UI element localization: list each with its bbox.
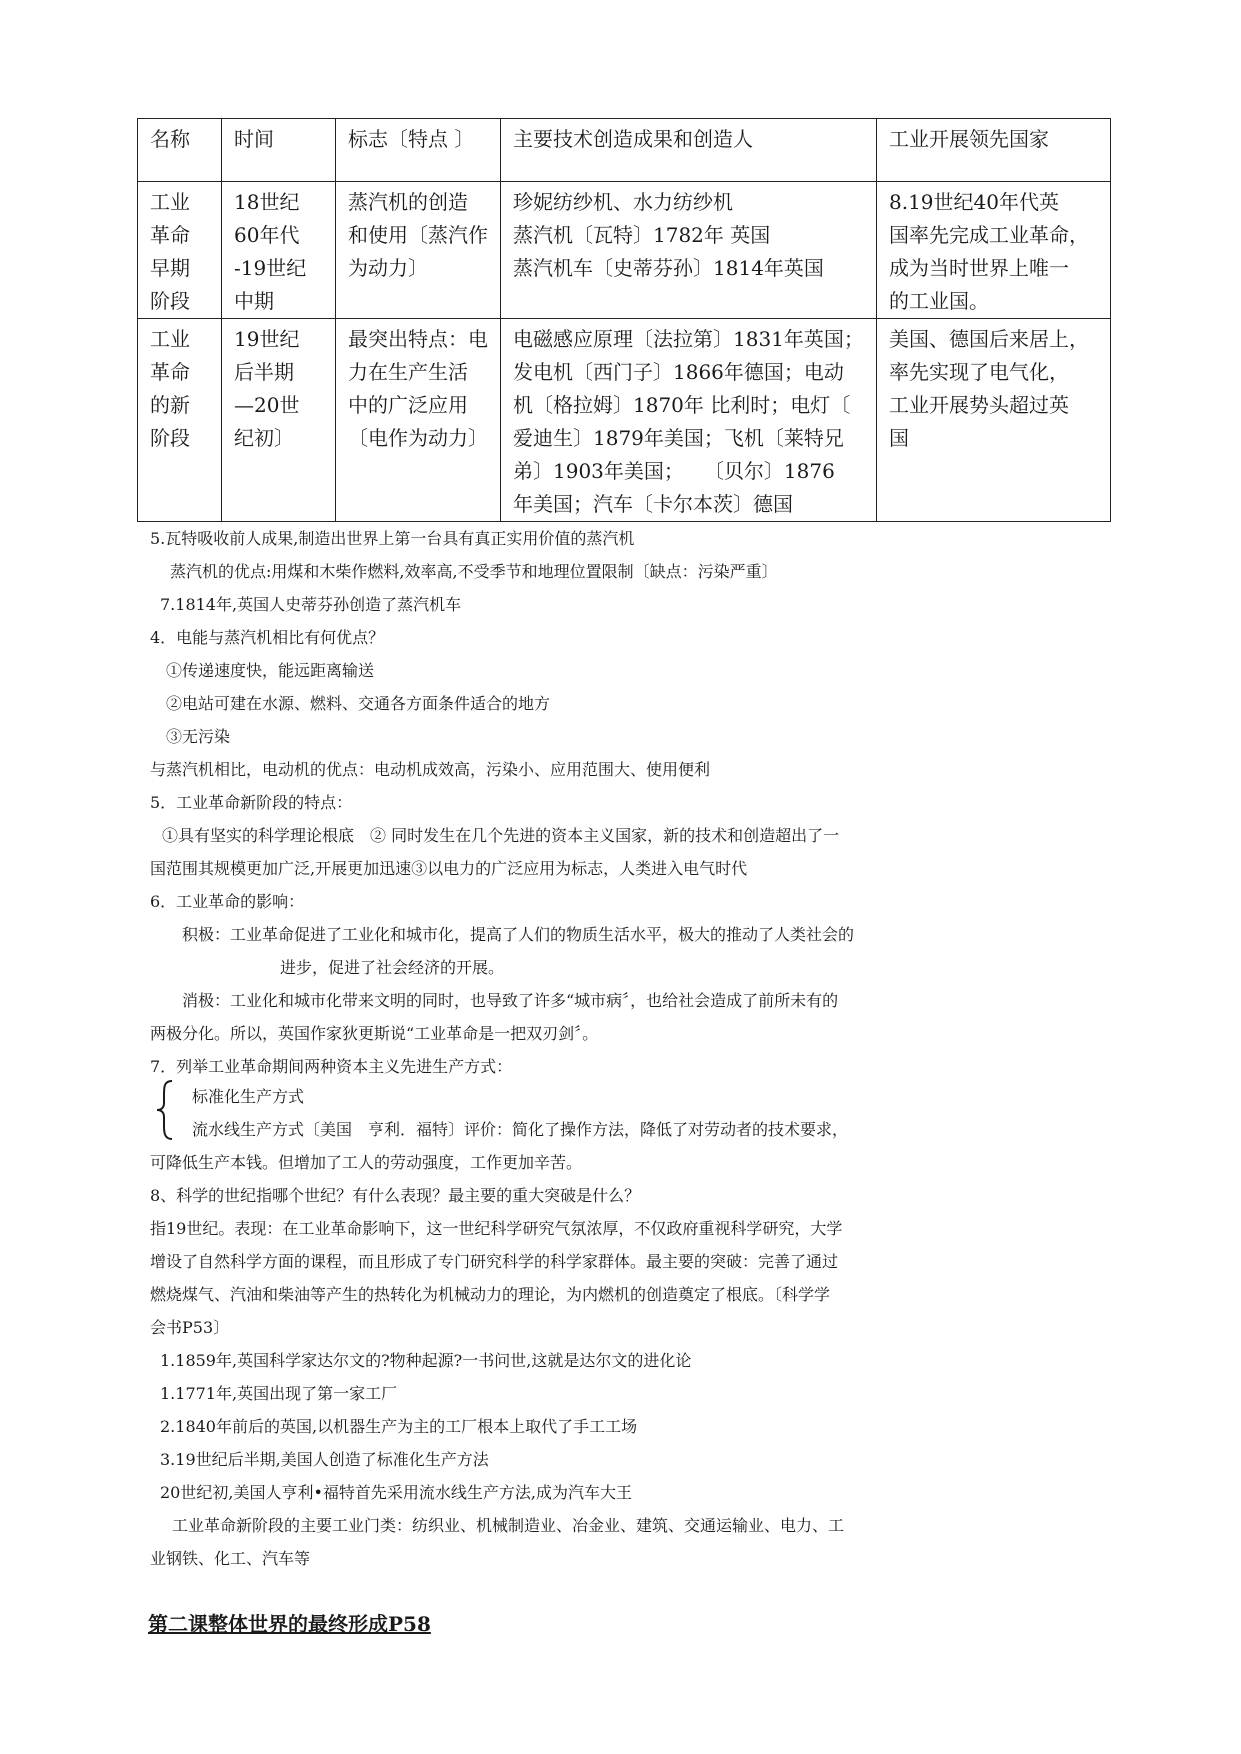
header-leader: 工业开展领先国家 [877, 119, 1111, 182]
text-line: 3.19世纪后半期,美国人创造了标准化生产方法 [160, 1450, 489, 1469]
cell-line: 为动力〕 [348, 256, 428, 280]
text-line: 消极：工业化和城市化带来文明的同时，也导致了许多“城市病〞，也给社会造成了前所未有的 [182, 991, 839, 1010]
text-line: 5.瓦特吸收前人成果,制造出世界上第一台具有真正实用价值的蒸汽机 [150, 529, 635, 548]
cell-line: 60年代 [234, 223, 300, 247]
cell-line: 爱迪生〕1879年美国；飞机〔莱特兄 [513, 426, 844, 450]
cell-line: 和使用〔蒸汽作 [348, 223, 488, 247]
curly-brace-icon [154, 1077, 176, 1143]
cell-leader [877, 182, 1111, 319]
cell-line: 珍妮纺纱机、水力纺纱机 [513, 190, 733, 214]
text-line: 可降低生产本钱。但增加了工人的劳动强度，工作更加辛苦。 [150, 1153, 583, 1172]
text-line: 7.1814年,英国人史蒂芬孙创造了蒸汽机车 [160, 595, 462, 614]
cell-achievements [501, 319, 877, 522]
cell-line: 年美国；汽车〔卡尔本茨〕德国 [513, 492, 793, 516]
text-line: 与蒸汽机相比，电动机的优点：电动机成效高，污染小、应用范围大、使用便利 [150, 760, 711, 779]
cell-line: 工业开展势头超过英 [889, 393, 1069, 417]
cell-line: 最突出特点：电 [348, 327, 488, 351]
cell-line: 力在生产生活 [348, 360, 468, 384]
text-line: 燃烧煤气、汽油和柴油等产生的热转化为机械动力的理论，为内燃机的创造奠定了根底。〔科学学 [150, 1285, 831, 1304]
cell-line: 19世纪 [234, 327, 300, 351]
cell-line: 弟〕1903年美国； 〔贝尔〕1876 [513, 459, 835, 483]
text-line: 20世纪初,美国人亨利•福特首先采用流水线生产方法,成为汽车大王 [160, 1483, 632, 1502]
cell-line: 的新 [150, 393, 190, 417]
section-title: 第二课整体世界的最终形成P58 [148, 1612, 431, 1636]
cell-line: 蒸汽机车〔史蒂芬孙〕1814年英国 [513, 256, 824, 280]
text-line: 蒸汽机的优点:用煤和木柴作燃料,效率高,不受季节和地理位置限制〔缺点：污染严重〕 [170, 562, 778, 581]
text-line: 8、科学的世纪指哪个世纪？有什么表现？最主要的重大突破是什么？ [150, 1186, 641, 1205]
text-line: 1.1771年,英国出现了第一家工厂 [160, 1384, 398, 1403]
cell-line: 革命 [150, 360, 190, 384]
cell-line: 电磁感应原理〔法拉第〕1831年英国； [513, 327, 864, 351]
cell-line: 工业 [150, 190, 190, 214]
cell-feature [336, 182, 501, 319]
cell-line: 工业 [150, 327, 190, 351]
text-line: 进步，促进了社会经济的开展。 [280, 958, 505, 977]
cell-line: 国 [889, 426, 909, 450]
cell-leader [877, 319, 1111, 522]
text-line: ①传递速度快，能远距离输送 [166, 661, 375, 680]
text-line: 积极：工业革命促进了工业化和城市化，提高了人们的物质生活水平，极大的推动了人类社会的 [182, 925, 855, 944]
cell-line: 的工业国。 [889, 289, 989, 313]
text-line: 6．工业革命的影响： [150, 892, 305, 911]
cell-name [138, 182, 222, 319]
text-line: ③无污染 [166, 727, 231, 746]
text-line: 流水线生产方式〔美国 亨利．福特〕评价：简化了操作方法，降低了对劳动者的技术要求， [192, 1120, 849, 1139]
text-line: ②电站可建在水源、燃料、交通各方面条件适合的地方 [166, 694, 551, 713]
cell-line: 革命 [150, 223, 190, 247]
cell-line: 早期 [150, 256, 190, 280]
cell-time [222, 182, 336, 319]
cell-line: 18世纪 [234, 190, 300, 214]
text-line: 指19世纪。表现：在工业革命影响下，这一世纪科学研究气氛浓厚，不仅政府重视科学研究，大学 [150, 1219, 843, 1238]
header-name: 名称 [138, 119, 222, 182]
cell-line: 〔电作为动力〕 [348, 426, 488, 450]
cell-name [138, 319, 222, 522]
text-line: 1.1859年,英国科学家达尔文的?物种起源?一书问世,这就是达尔文的进化论 [160, 1351, 692, 1370]
text-line: 7．列举工业革命期间两种资本主义先进生产方式： [150, 1057, 513, 1076]
cell-line: 国率先完成工业革命， [889, 223, 1089, 247]
cell-feature [336, 319, 501, 522]
text-line: 国范围其规模更加广泛,开展更加迅速③以电力的广泛应用为标志，人类进入电气时代 [150, 859, 748, 878]
text-line: 4．电能与蒸汽机相比有何优点？ [150, 628, 385, 647]
industrial-revolution-table [137, 118, 1111, 522]
cell-line: 蒸汽机〔瓦特〕1782年 英国 [513, 223, 771, 247]
text-line: 会书P53〕 [150, 1318, 230, 1337]
cell-line: 8.19世纪40年代英 [889, 190, 1059, 214]
cell-line: 阶段 [150, 289, 190, 313]
cell-line: 阶段 [150, 426, 190, 450]
header-time: 时间 [222, 119, 336, 182]
cell-line: 美国、德国后来居上， [889, 327, 1089, 351]
text-line: 2.1840年前后的英国,以机器生产为主的工厂根本上取代了手工工场 [160, 1417, 638, 1436]
cell-time [222, 319, 336, 522]
text-line: 业钢铁、化工、汽车等 [150, 1549, 311, 1568]
cell-line: 纪初〕 [234, 426, 294, 450]
cell-line: 成为当时世界上唯一 [889, 256, 1069, 280]
cell-line: 机〔格拉姆〕1870年 比利时；电灯〔 [513, 393, 851, 417]
text-line: 5．工业革命新阶段的特点： [150, 793, 353, 812]
header-achievements: 主要技术创造成果和创造人 [501, 119, 877, 182]
header-feature: 标志〔特点 〕 [336, 119, 501, 182]
text-line: 工业革命新阶段的主要工业门类：纺织业、机械制造业、冶金业、建筑、交通运输业、电力、工 [172, 1516, 845, 1535]
cell-line: 后半期 [234, 360, 294, 384]
cell-line: —20世 [234, 393, 300, 417]
table-row [138, 182, 1111, 319]
text-line: 标准化生产方式 [192, 1087, 305, 1106]
cell-line: 中期 [234, 289, 274, 313]
text-line: ①具有坚实的科学理论根底 ② 同时发生在几个先进的资本主义国家，新的技术和创造超出了一 [162, 826, 840, 845]
cell-line: -19世纪 [234, 256, 307, 280]
cell-line: 中的广泛应用 [348, 393, 468, 417]
cell-achievements [501, 182, 877, 319]
text-line: 两极分化。所以，英国作家狄更斯说“工业革命是一把双刃剑〞。 [150, 1024, 599, 1043]
cell-line: 蒸汽机的创造 [348, 190, 468, 214]
cell-line: 发电机〔西门子〕1866年德国；电动 [513, 360, 844, 384]
text-line: 增设了自然科学方面的课程，而且形成了专门研究科学的科学家群体。最主要的突破：完善了通过 [150, 1252, 839, 1271]
table-header-row [138, 119, 1111, 182]
cell-line: 率先实现了电气化， [889, 360, 1069, 384]
table-row [138, 319, 1111, 522]
